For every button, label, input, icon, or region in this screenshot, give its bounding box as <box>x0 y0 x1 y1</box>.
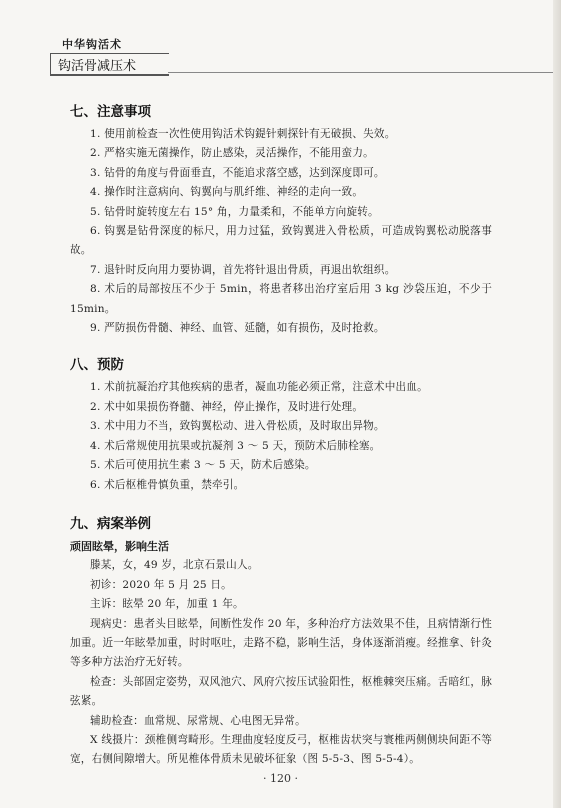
list-item: 4. 术后常规使用抗果或抗凝剂 3 ～ 5 天，预防术后肺栓塞。 <box>90 439 381 452</box>
list-item: 5. 钻骨时旋转度左右 15° 角，力量柔和，不能单方向旋转。 <box>90 205 379 218</box>
section-title: 八、预防 <box>70 357 124 374</box>
case-paragraph: 现病史：患者头目眩晕，间断性发作 20 年，多种治疗方法效果不佳，且病情渐行性加重。近一年眩晕加重，时时呕吐，走路不稳，影响生活，身体逐渐消瘦。经推拿、针灸等多种方法治疗无好转。 <box>70 617 492 669</box>
case-paragraph: 辅助检查：血常规、尿常规、心电图无异常。 <box>90 714 306 727</box>
series-title: 中华钩活术 <box>62 38 122 51</box>
list-item: 9. 严防损伤骨髓、神经、血管、延髓，如有损伤，及时抢救。 <box>90 322 385 335</box>
list-item: 4. 操作时注意病向、钩翼向与肌纤维、神经的走向一致。 <box>90 186 364 199</box>
list-item: 5. 术后可使用抗生素 3 ～ 5 天，防术后感染。 <box>90 459 316 472</box>
list-item: 1. 使用前检查一次性使用钩活术钩鍉针刺探针有无破损、失效。 <box>90 128 396 140</box>
case-title: 顽固眩晕，影响生活 <box>70 539 169 553</box>
list-item: 1. 术前抗凝治疗其他疾病的患者，凝血功能必须正常，注意术中出血。 <box>90 381 428 394</box>
page-edge <box>553 0 561 808</box>
list-item: 6. 术后枢椎骨慎负重，禁牵引。 <box>90 478 245 491</box>
list-item: 2. 术中如果损伤脊髓、神经，停止操作，及时进行处理。 <box>90 400 364 413</box>
page-number: · 120 · <box>263 772 298 785</box>
page-body <box>70 92 492 770</box>
section-title: 九、病案举例 <box>70 515 151 532</box>
list-item: 3. 术中用力不当，致钩翼松动、进入骨松质，及时取出异物。 <box>90 420 385 433</box>
list-item: 3. 钻骨的角度与骨面垂直，不能追求落空感，达到深度即可。 <box>90 166 385 179</box>
case-paragraph: 初诊：2020 年 5 月 25 日。 <box>90 578 232 591</box>
list-item: 7. 退针时反向用力要协调，首先将针退出骨质，再退出软组织。 <box>90 263 396 276</box>
list-item: 6. 钩翼是钻骨深度的标尺，用力过猛，致钩翼进入骨松质，可造成钩翼松动脱落事故。 <box>70 225 492 257</box>
case-paragraph: 主诉：眩晕 20 年，加重 1 年。 <box>90 598 244 611</box>
case-paragraph: 滕某，女，49 岁，北京石景山人。 <box>90 559 259 572</box>
list-item: 2. 严格实施无菌操作，防止感染，灵活操作，不能用蛮力。 <box>90 147 374 160</box>
case-paragraph: X 线摄片：颈椎侧弯畸形。生理曲度轻度反弓，枢椎齿状突与寰椎两侧侧块间距不等宽，右侧间隙增大。所见椎体骨质未见破坏征象（图 5-5-3、图 5-5-4）。 <box>70 733 492 766</box>
book-title: 钩活骨减压术 <box>58 59 137 74</box>
case-paragraph: 检查：头部固定姿势，双风池穴、风府穴按压试验阳性，枢椎棘突压痛。舌暗红，脉弦紧。 <box>70 675 492 708</box>
header-rule <box>168 72 553 73</box>
section-title: 七、注意事项 <box>70 104 151 120</box>
list-item: 8. 术后的局部按压不少于 5min，将患者移出治疗室后用 3 kg 沙袋压迫，不少于 15min。 <box>70 283 492 315</box>
